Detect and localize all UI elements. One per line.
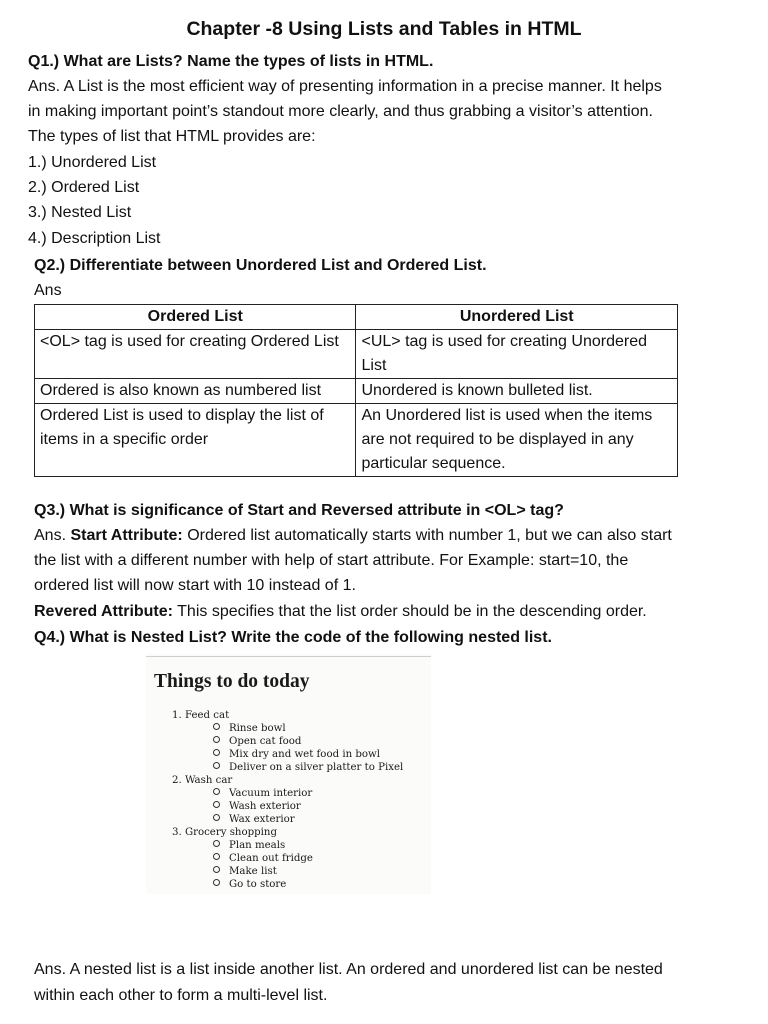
q3-answer-line: the list with a different number with help of start attribute. For Example: start=10, the	[34, 552, 629, 569]
bullet-icon	[213, 840, 220, 847]
q3-start-line	[34, 523, 672, 548]
table-cell: <UL> tag is used for creating Unordered List	[356, 330, 678, 379]
bullet-icon	[213, 736, 220, 743]
figure-sub-item: Vacuum interior	[213, 787, 312, 800]
reversed-attribute-label: Revered Attribute:	[34, 603, 173, 620]
start-attribute-text: Ordered list automatically starts with number 1, but we can also start	[182, 527, 672, 544]
table-header-row	[35, 305, 678, 330]
q1-question: Q1.) What are Lists? Name the types of lists in HTML.	[28, 53, 434, 70]
q4-question: Q4.) What is Nested List? Write the code of the following nested list.	[34, 629, 552, 646]
reversed-attribute-text: This specifies that the list order should be in the descending order.	[172, 603, 647, 620]
figure-sub-item: Plan meals	[213, 839, 285, 852]
table-row	[35, 404, 678, 477]
table-row	[35, 330, 678, 379]
bullet-icon	[213, 879, 220, 886]
q2-ans-label: Ans	[34, 282, 62, 299]
bullet-icon	[213, 749, 220, 756]
figure-divider	[146, 656, 431, 657]
table-cell: Unordered is known bulleted list.	[356, 379, 678, 404]
list-type-item: 3.) Nested List	[28, 204, 132, 221]
figure-sub-item: Mix dry and wet food in bowl	[213, 748, 380, 761]
q1-answer-line: The types of list that HTML provides are:	[28, 128, 316, 145]
list-type-item: 1.) Unordered List	[28, 154, 157, 171]
bullet-icon	[213, 801, 220, 808]
bullet-icon	[213, 723, 220, 730]
table-cell: Ordered is also known as numbered list	[35, 379, 356, 404]
figure-title: Things to do today	[154, 671, 310, 692]
table-header: Unordered List	[356, 305, 678, 330]
q2-question: Q2.) Differentiate between Unordered List and Ordered List.	[34, 257, 487, 274]
figure-list-item: 2. Wash car	[172, 775, 233, 786]
q3-reversed-line	[34, 599, 647, 624]
figure-sub-item: Wash exterior	[213, 800, 301, 813]
figure-sub-item: Make list	[213, 865, 277, 878]
start-attribute-label: Start Attribute:	[70, 527, 183, 544]
figure-sub-item: Go to store	[213, 878, 286, 891]
bullet-icon	[213, 853, 220, 860]
bullet-icon	[213, 866, 220, 873]
q1-answer-line: Ans. A List is the most efficient way of presenting information in a precise manner. It helps	[28, 78, 662, 95]
q3-answer-line: ordered list will now start with 10 instead of 1.	[34, 577, 356, 594]
q1-answer-line: in making important point’s standout more clearly, and thus grabbing a visitor’s attention.	[28, 103, 653, 120]
table-header: Ordered List	[35, 305, 356, 330]
bullet-icon	[213, 762, 220, 769]
q3-question: Q3.) What is significance of Start and Reversed attribute in <OL> tag?	[34, 502, 564, 519]
q4-answer-line: Ans. A nested list is a list inside another list. An ordered and unordered list can be nested	[34, 961, 663, 978]
figure-list-item: 3. Grocery shopping	[172, 827, 278, 838]
figure-sub-item: Wax exterior	[213, 813, 295, 826]
comparison-table	[34, 304, 678, 477]
figure-list-item: 1. Feed cat	[172, 710, 230, 721]
list-type-item: 2.) Ordered List	[28, 179, 140, 196]
nested-list-figure	[146, 654, 431, 894]
figure-sub-item: Clean out fridge	[213, 852, 313, 865]
figure-sub-item: Open cat food	[213, 735, 301, 748]
table-cell: <OL> tag is used for creating Ordered List	[35, 330, 356, 379]
bullet-icon	[213, 814, 220, 821]
table-cell: An Unordered list is used when the items are not required to be displayed in any particular sequence.	[356, 404, 678, 477]
page-title: Chapter -8 Using Lists and Tables in HTML	[186, 18, 582, 40]
list-type-item: 4.) Description List	[28, 230, 161, 247]
figure-sub-item: Deliver on a silver platter to Pixel	[213, 761, 403, 774]
ans-prefix: Ans.	[34, 527, 71, 544]
bullet-icon	[213, 788, 220, 795]
table-row	[35, 379, 678, 404]
q4-answer-line: within each other to form a multi-level list.	[34, 987, 328, 1004]
table-cell: Ordered List is used to display the list of items in a specific order	[35, 404, 356, 477]
figure-sub-item: Rinse bowl	[213, 722, 286, 735]
